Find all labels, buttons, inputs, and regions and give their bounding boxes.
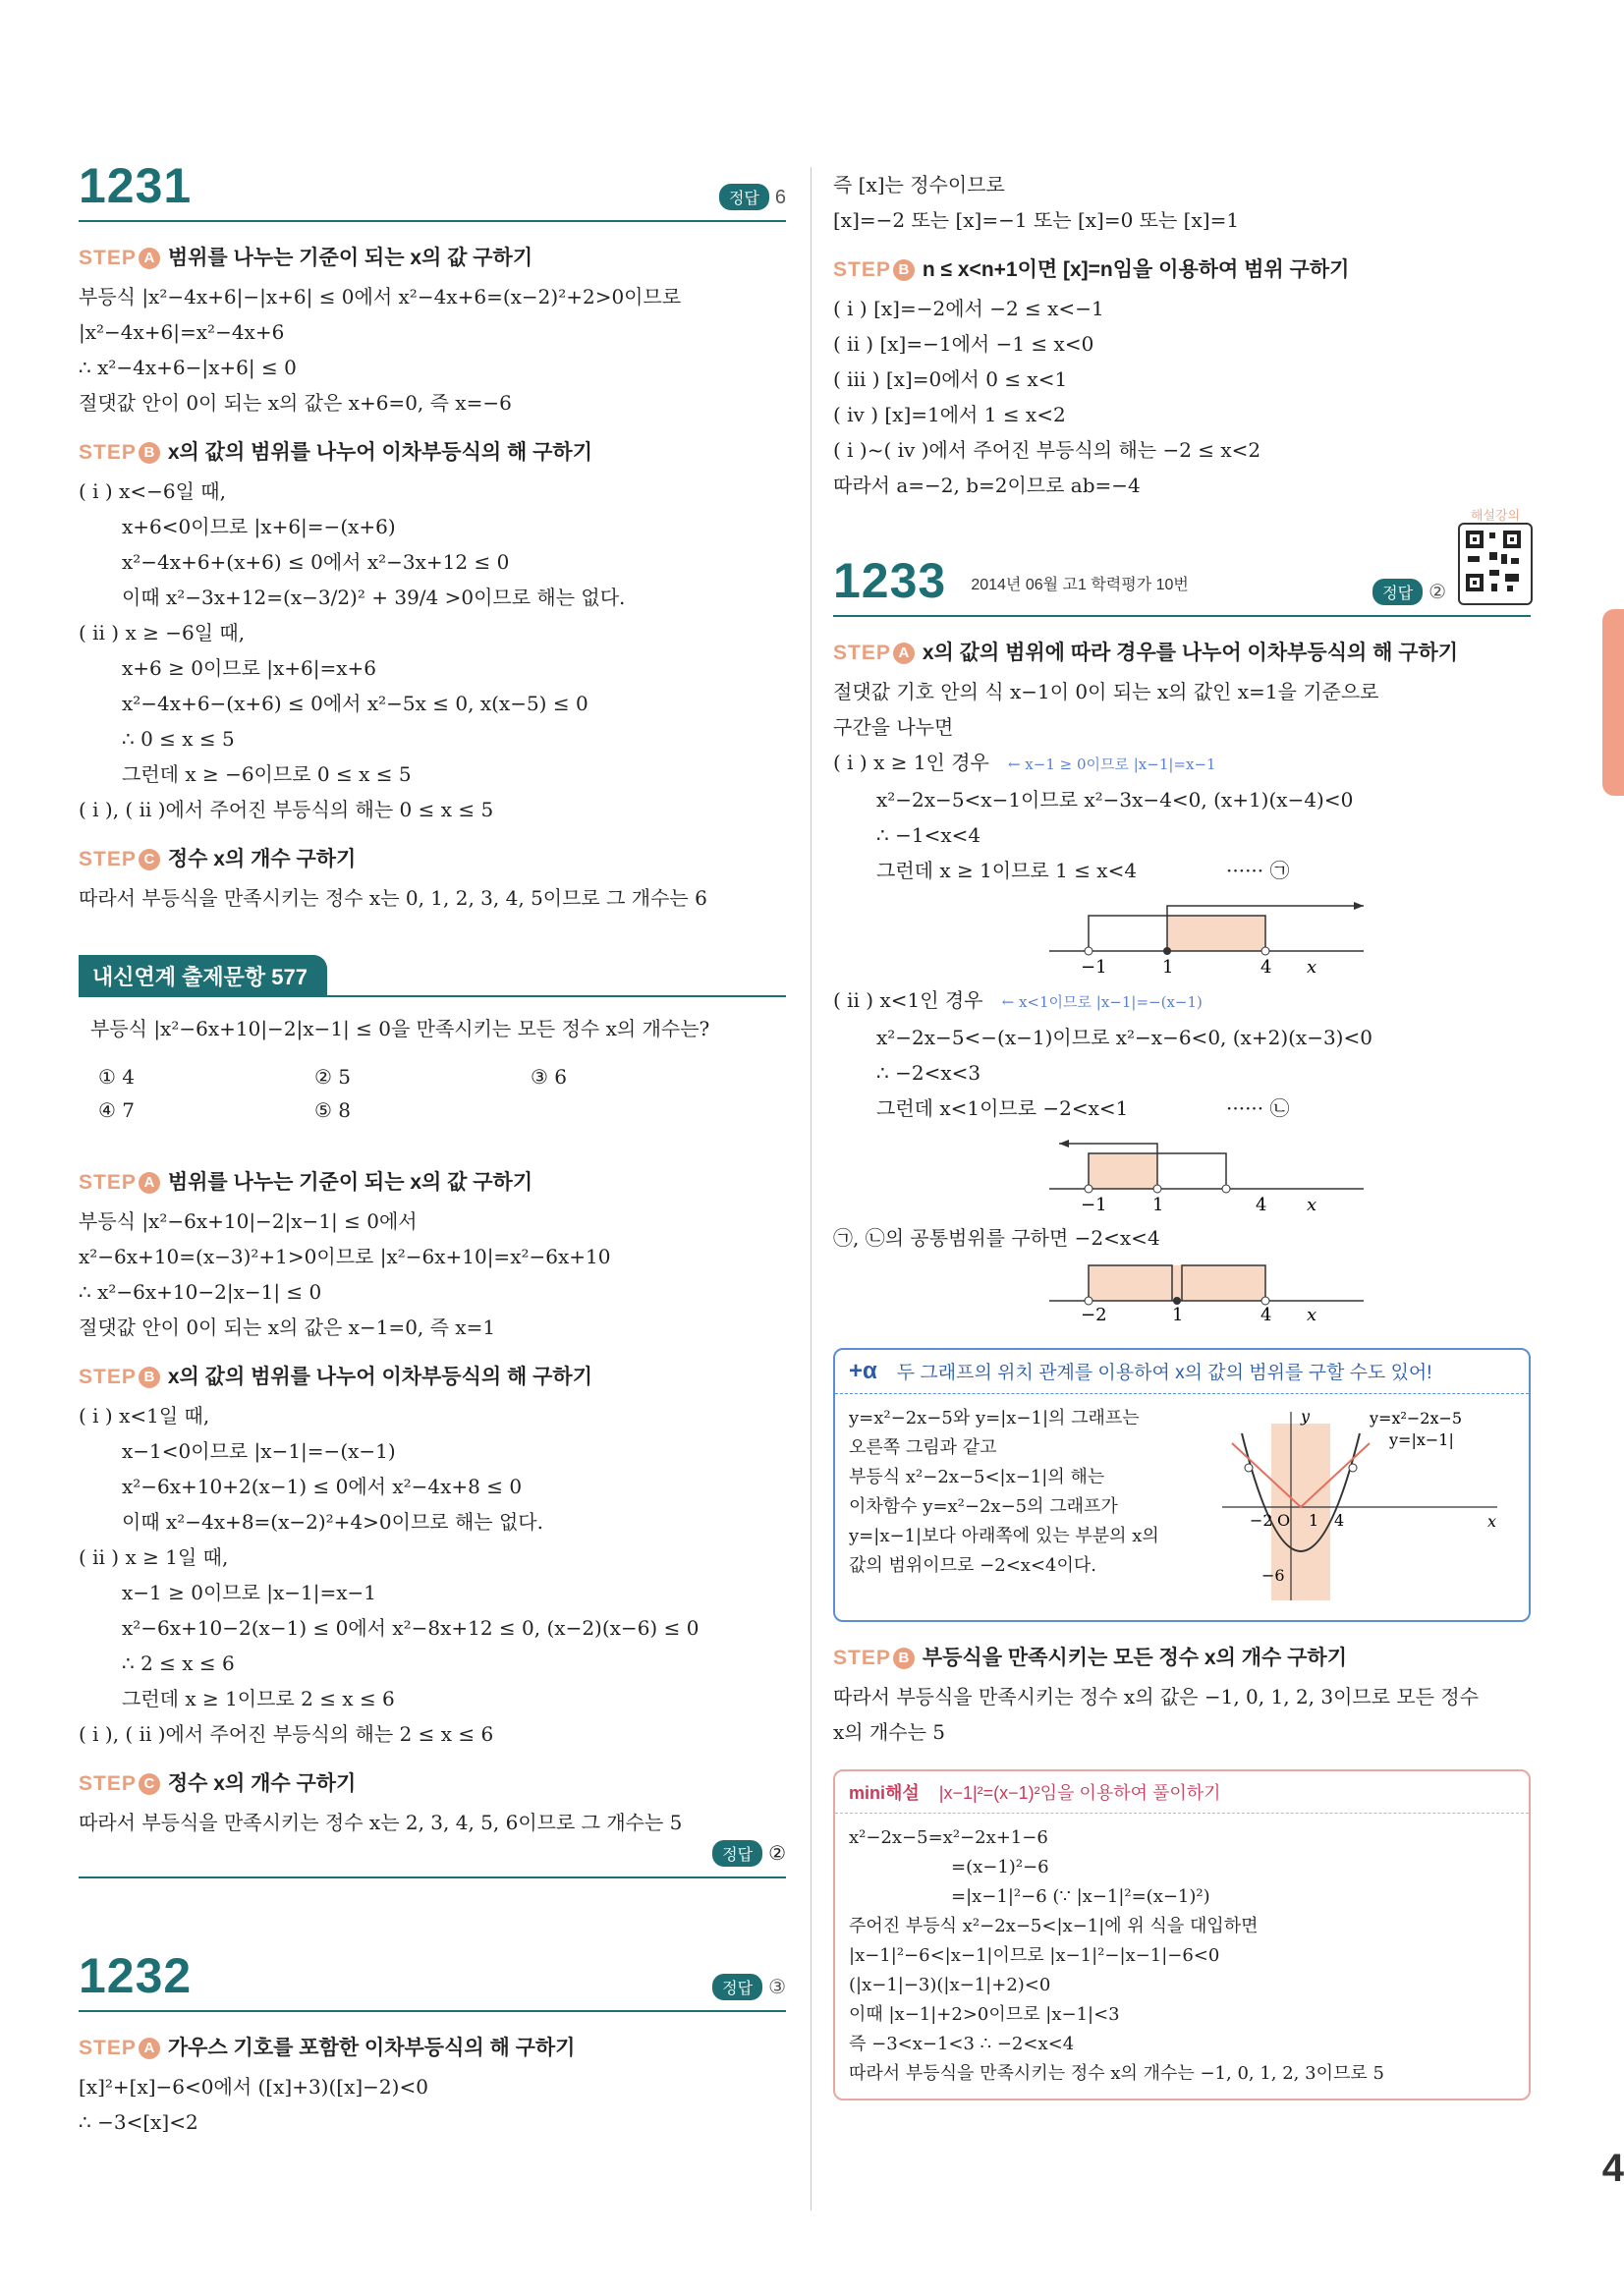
answer-value: ②	[768, 1843, 786, 1865]
number-line-2	[833, 1126, 1521, 1216]
open-point	[1085, 1185, 1092, 1193]
case-hint: ← x<1이므로 |x−1|=−(x−1)	[1001, 993, 1203, 1011]
step-badge: A	[139, 1172, 160, 1194]
choice[interactable]: ⑤ 8	[314, 1098, 352, 1122]
step-label: STEP	[79, 848, 137, 870]
alpha-body	[835, 1394, 1529, 1620]
alpha-title: 두 그래프의 위치 관계를 이용하여 x의 값의 범위를 구할 수도 있어!	[896, 1363, 1432, 1383]
mini-solution-box	[833, 1769, 1531, 2100]
solution-line: ∴ x²−6x+10−2|x−1| ≤ 0	[79, 1280, 322, 1304]
tick-label: −2	[1081, 1305, 1107, 1324]
step-label: STEP	[79, 1171, 137, 1194]
solution-line: ( i ), ( ii )에서 주어진 부등식의 해는 2 ≤ x ≤ 6	[79, 1722, 494, 1746]
problem-1231-header	[79, 157, 786, 222]
solution-line: ㉠, ㉡의 공통범위를 구하면 −2<x<4	[833, 1226, 1160, 1250]
solution-line: ∴ −2<x<3	[876, 1061, 981, 1085]
solution-line: ∴ −3<[x]<2	[79, 2110, 198, 2134]
mini-line: x²−2x−5=x²−2x+1−6	[849, 1827, 1048, 1848]
step-badge: B	[893, 259, 915, 281]
solution-line	[833, 853, 1531, 888]
alpha-line: 오른쪽 그림과 같고	[849, 1437, 997, 1458]
solution-line: x+6<0이므로 |x+6|=−(x+6)	[122, 515, 396, 538]
right-column	[833, 167, 1531, 2100]
intersection-point	[1245, 1464, 1253, 1472]
source-line: 2014년 06월 고1 학력평가 10번	[971, 577, 1189, 593]
solution-line: ( ii ) [x]=−1에서 −1 ≤ x<0	[833, 332, 1094, 356]
range-shade	[1089, 1153, 1157, 1189]
arrow-head	[1059, 1140, 1069, 1148]
case-hint: ← x−1 ≥ 0이므로 |x−1|=x−1	[1007, 756, 1216, 773]
step-badge: A	[139, 2038, 160, 2059]
step-title: 범위를 나누는 기준이 되는 x의 값 구하기	[167, 1171, 533, 1194]
step-badge: A	[893, 643, 915, 664]
mini-line: =|x−1|²−6 (∵ |x−1|²=(x−1)²)	[951, 1886, 1210, 1907]
solution-line: x−1<0이므로 |x−1|=−(x−1)	[122, 1439, 396, 1463]
side-tab	[1602, 609, 1624, 796]
step-a-heading	[79, 1166, 786, 1196]
graph-figure	[1203, 1404, 1507, 1610]
mini-line: 주어진 부등식 x²−2x−5<|x−1|에 위 식을 대입하면	[849, 1916, 1259, 1936]
step-title: 가우스 기호를 포함한 이차부등식의 해 구하기	[167, 2037, 576, 2059]
qr-code[interactable]	[1458, 508, 1533, 605]
step-title: 범위를 나누는 기준이 되는 x의 값 구하기	[167, 247, 533, 269]
solution-line: x²−2x−5<−(x−1)이므로 x²−x−6<0, (x+2)(x−3)<0	[876, 1026, 1372, 1049]
mini-body	[835, 1814, 1529, 2099]
number-line-3	[833, 1256, 1521, 1324]
choice[interactable]: ④ 7	[98, 1098, 136, 1122]
solution-line: ∴ −1<x<4	[876, 823, 981, 847]
step-c-heading	[79, 1767, 786, 1797]
related-solution	[79, 1166, 786, 1878]
solution-line: 절댓값 안이 0이 되는 x의 값은 x−1=0, 즉 x=1	[79, 1316, 496, 1339]
problem-number: 1231	[79, 158, 193, 213]
step-label: STEP	[79, 1772, 137, 1795]
solution-line: 부등식 |x²−6x+10|−2|x−1| ≤ 0에서	[79, 1209, 418, 1233]
solution-line: ( iv ) [x]=1에서 1 ≤ x<2	[833, 403, 1066, 426]
open-point	[1222, 1185, 1230, 1193]
qr-label: 해설강의	[1470, 508, 1521, 523]
mini-line: 따라서 부등식을 만족시키는 정수 x의 개수는 −1, 0, 1, 2, 3이므로 5	[849, 2063, 1384, 2084]
choice[interactable]: ② 5	[314, 1065, 352, 1089]
step-label: STEP	[79, 247, 137, 269]
solution-line: 이때 x²−4x+8=(x−2)²+4>0이므로 해는 없다.	[122, 1510, 543, 1534]
alpha-line: 이차함수 y=x²−2x−5의 그래프가	[849, 1496, 1118, 1517]
answer-badge: 정답	[712, 1974, 762, 2000]
mini-line: 이때 |x−1|+2>0이므로 |x−1|<3	[849, 2004, 1120, 2025]
open-point	[1153, 1185, 1161, 1193]
problem-number: 1232	[79, 1948, 193, 2003]
solution-line: x²−4x+6−(x+6) ≤ 0에서 x²−5x ≤ 0, x(x−5) ≤ 0	[122, 692, 588, 715]
intersection-point	[1349, 1464, 1357, 1472]
solution-line: x²−4x+6+(x+6) ≤ 0에서 x²−3x+12 ≤ 0	[122, 550, 510, 574]
related-problem	[79, 955, 786, 1127]
step-label: STEP	[833, 258, 891, 281]
step-badge: C	[139, 849, 160, 870]
related-tag: 내신연계 출제문항 577	[79, 955, 327, 997]
solution-line: 절댓값 안이 0이 되는 x의 값은 x+6=0, 즉 x=−6	[79, 391, 512, 415]
solution-line: x²−2x−5<x−1이므로 x²−3x−4<0, (x+1)(x−4)<0	[876, 788, 1354, 812]
alpha-line: y=x²−2x−5와 y=|x−1|의 그래프는	[849, 1408, 1140, 1428]
mini-line: 즉 −3<x−1<3 ∴ −2<x<4	[849, 2034, 1075, 2054]
solution-line: [x]²+[x]−6<0에서 ([x]+3)([x]−2)<0	[79, 2075, 428, 2099]
open-point	[1261, 947, 1269, 955]
step-badge: B	[139, 1367, 160, 1388]
solution-line: ∴ x²−4x+6−|x+6| ≤ 0	[79, 356, 297, 379]
solution-line: ( iii ) [x]=0에서 0 ≤ x<1	[833, 367, 1068, 391]
alpha-line: 부등식 x²−2x−5<|x−1|의 해는	[849, 1467, 1105, 1487]
equation-mark: ······ ㉠	[1226, 859, 1290, 882]
left-column	[79, 157, 786, 2140]
choice[interactable]: ① 4	[98, 1065, 136, 1089]
solution-line: 그런데 x ≥ 1이므로 2 ≤ x ≤ 6	[122, 1687, 395, 1710]
tick-label: 4	[1260, 957, 1272, 978]
step-b-heading	[833, 253, 1531, 283]
mini-title: |x−1|²=(x−1)²임을 이용하여 풀이하기	[938, 1783, 1221, 1803]
step-title: n ≤ x<n+1이면 [x]=n임을 이용하여 범위 구하기	[922, 258, 1350, 281]
answer-label	[1372, 579, 1446, 605]
solution-line: ( i ), ( ii )에서 주어진 부등식의 해는 0 ≤ x ≤ 5	[79, 798, 494, 821]
step-title: 정수 x의 개수 구하기	[167, 1772, 357, 1795]
case-label: ( ii ) x<1인 경우	[833, 988, 983, 1012]
step-label: STEP	[833, 1647, 891, 1669]
solution-line: 따라서 부등식을 만족시키는 정수 x는 0, 1, 2, 3, 4, 5이므로 그 개수는 6	[79, 886, 707, 910]
solution-line: 즉 [x]는 정수이므로	[833, 173, 1005, 196]
page-number: 4	[1601, 2147, 1624, 2190]
solution-line	[833, 982, 1531, 1020]
choices	[79, 1060, 786, 1127]
range-shade	[1167, 916, 1265, 951]
range-text: 그런데 x<1이므로 −2<x<1	[876, 1096, 1129, 1120]
solution-line: ∴ 0 ≤ x ≤ 5	[122, 727, 235, 751]
solution-line: [x]=−2 또는 [x]=−1 또는 [x]=0 또는 [x]=1	[833, 208, 1240, 232]
answer-badge: 정답	[719, 184, 769, 210]
solution-line: 그런데 x ≥ −6이므로 0 ≤ x ≤ 5	[122, 762, 412, 786]
step-a-heading	[79, 2032, 786, 2061]
step-label: STEP	[833, 642, 891, 664]
case-label: ( i ) x ≥ 1인 경우	[833, 751, 989, 774]
open-point	[1085, 947, 1092, 955]
number-line-1	[833, 888, 1521, 979]
answer-value: 6	[774, 187, 786, 208]
open-point	[1085, 1297, 1092, 1305]
solution-line: 부등식 |x²−4x+6|−|x+6| ≤ 0에서 x²−4x+6=(x−2)²+2>0이므로	[79, 285, 682, 308]
arrow-head	[1354, 902, 1364, 910]
solution-line: ( i )~( iv )에서 주어진 부등식의 해는 −2 ≤ x<2	[833, 438, 1261, 462]
alpha-header	[835, 1350, 1529, 1394]
tick-label: 1	[1309, 1511, 1319, 1530]
solution-line: ( ii ) x ≥ −6일 때,	[79, 621, 246, 644]
alpha-line: 값의 범위이므로 −2<x<4이다.	[849, 1555, 1096, 1576]
closed-point	[1173, 1297, 1181, 1305]
related-answer	[79, 1840, 786, 1878]
answer-label	[719, 184, 786, 210]
step-badge: B	[893, 1648, 915, 1669]
step-title: 부등식을 만족시키는 모든 정수 x의 개수 구하기	[922, 1647, 1347, 1669]
step-badge: B	[139, 442, 160, 464]
mini-header	[835, 1771, 1529, 1814]
choice[interactable]: ③ 6	[531, 1065, 568, 1089]
alpha-line: y=|x−1|보다 아래쪽에 있는 부분의 x의	[849, 1526, 1159, 1546]
answer-value: ②	[1428, 582, 1446, 603]
related-question: 부등식 |x²−6x+10|−2|x−1| ≤ 0을 만족시키는 모든 정수 x의 개수는?	[90, 1017, 710, 1040]
solution-line: ∴ 2 ≤ x ≤ 6	[122, 1652, 235, 1675]
problem-1233-header	[833, 508, 1531, 617]
solution-line: x의 개수는 5	[833, 1720, 945, 1744]
solution-line: ( ii ) x ≥ 1일 때,	[79, 1545, 229, 1569]
parabola-label: y=x²−2x−5	[1370, 1409, 1463, 1428]
solution-line: 절댓값 기호 안의 식 x−1이 0이 되는 x의 값인 x=1을 기준으로	[833, 680, 1379, 703]
solution-line: x+6 ≥ 0이므로 |x+6|=x+6	[122, 656, 377, 680]
axis-label: x	[1307, 1195, 1317, 1215]
step-b-heading	[833, 1642, 1531, 1671]
open-point	[1261, 1297, 1269, 1305]
step-title: x의 값의 범위를 나누어 이차부등식의 해 구하기	[167, 441, 592, 464]
origin-label: O	[1277, 1511, 1291, 1530]
solution-line: 따라서 부등식을 만족시키는 정수 x는 2, 3, 4, 5, 6이므로 그 개수는 5	[79, 1811, 683, 1834]
tick-label: −2	[1250, 1511, 1273, 1530]
step-title: 정수 x의 개수 구하기	[167, 848, 357, 870]
solution-line: 구간을 나누면	[833, 715, 954, 739]
problem-1232-header	[79, 1947, 786, 2012]
range-shade	[1089, 1265, 1265, 1301]
step-b-heading	[79, 436, 786, 466]
solution-line: 따라서 a=−2, b=2이므로 ab=−4	[833, 474, 1141, 497]
column-divider	[811, 167, 812, 2211]
step-title: x의 값의 범위를 나누어 이차부등식의 해 구하기	[167, 1366, 592, 1388]
mini-line: =(x−1)²−6	[951, 1857, 1049, 1877]
solution-line: 따라서 부등식을 만족시키는 정수 x의 값은 −1, 0, 1, 2, 3이므로 모든 정수	[833, 1685, 1480, 1708]
solution-line: x²−6x+10+2(x−1) ≤ 0에서 x²−4x+8 ≤ 0	[122, 1475, 523, 1498]
tick-label: −1	[1081, 1195, 1107, 1215]
step-a-heading	[833, 637, 1531, 666]
step-c-heading	[79, 843, 786, 872]
x-label: x	[1487, 1512, 1497, 1531]
solution-line: x²−6x+10=(x−3)²+1>0이므로 |x²−6x+10|=x²−6x+10	[79, 1245, 611, 1268]
mini-mark: mini해설	[849, 1783, 920, 1803]
qr-pattern-icon	[1460, 525, 1527, 599]
solution-line	[833, 745, 1531, 782]
solution-line: ( i ) [x]=−2에서 −2 ≤ x<−1	[833, 297, 1104, 320]
range-text: 그런데 x ≥ 1이므로 1 ≤ x<4	[876, 859, 1138, 882]
solution-line: x²−6x+10−2(x−1) ≤ 0에서 x²−8x+12 ≤ 0, (x−2)(x−6) ≤ 0	[122, 1616, 700, 1640]
solution-line	[833, 1091, 1531, 1126]
tick-label: −1	[1081, 957, 1107, 978]
mini-line: (|x−1|−3)(|x−1|+2)<0	[849, 1975, 1051, 1995]
tick-label: 1	[1162, 957, 1174, 978]
tick-label: −6	[1261, 1566, 1285, 1585]
tick-label: 4	[1256, 1195, 1267, 1215]
tick-label: 4	[1334, 1511, 1345, 1530]
axis-label: x	[1307, 1305, 1317, 1324]
step-label: STEP	[79, 2037, 137, 2059]
alpha-box	[833, 1348, 1531, 1622]
alpha-mark: +α	[849, 1358, 877, 1384]
closed-point	[1163, 947, 1171, 955]
step-b-heading	[79, 1361, 786, 1390]
step-badge: C	[139, 1773, 160, 1795]
tick-label: 1	[1152, 1195, 1164, 1215]
step-title: x의 값의 범위에 따라 경우를 나누어 이차부등식의 해 구하기	[922, 642, 1459, 664]
solution-line: ( i ) x<1일 때,	[79, 1404, 210, 1428]
answer-badge: 정답	[712, 1840, 762, 1867]
y-label: y	[1301, 1407, 1311, 1426]
tick-label: 4	[1260, 1305, 1272, 1324]
step-label: STEP	[79, 441, 137, 464]
solution-line: |x²−4x+6|=x²−4x+6	[79, 320, 285, 344]
alpha-text	[849, 1404, 1203, 1610]
step-a-heading	[79, 242, 786, 271]
step-badge: A	[139, 248, 160, 269]
abs-label: y=|x−1|	[1389, 1430, 1454, 1449]
axis-label: x	[1307, 957, 1317, 978]
solution-line: 이때 x²−3x+12=(x−3/2)² + 39/4 >0이므로 해는 없다.	[122, 586, 626, 609]
answer-value: ③	[768, 1977, 786, 1998]
step-label: STEP	[79, 1366, 137, 1388]
answer-label	[712, 1974, 786, 2000]
answer-badge: 정답	[1372, 579, 1423, 605]
mini-line: |x−1|²−6<|x−1|이므로 |x−1|²−|x−1|−6<0	[849, 1945, 1220, 1966]
tick-label: 1	[1172, 1305, 1184, 1324]
solution-line: ( i ) x<−6일 때,	[79, 479, 226, 503]
problem-number: 1233	[833, 553, 947, 608]
solution-line: x−1 ≥ 0이므로 |x−1|=x−1	[122, 1581, 377, 1604]
equation-mark: ······ ㉡	[1226, 1096, 1290, 1120]
